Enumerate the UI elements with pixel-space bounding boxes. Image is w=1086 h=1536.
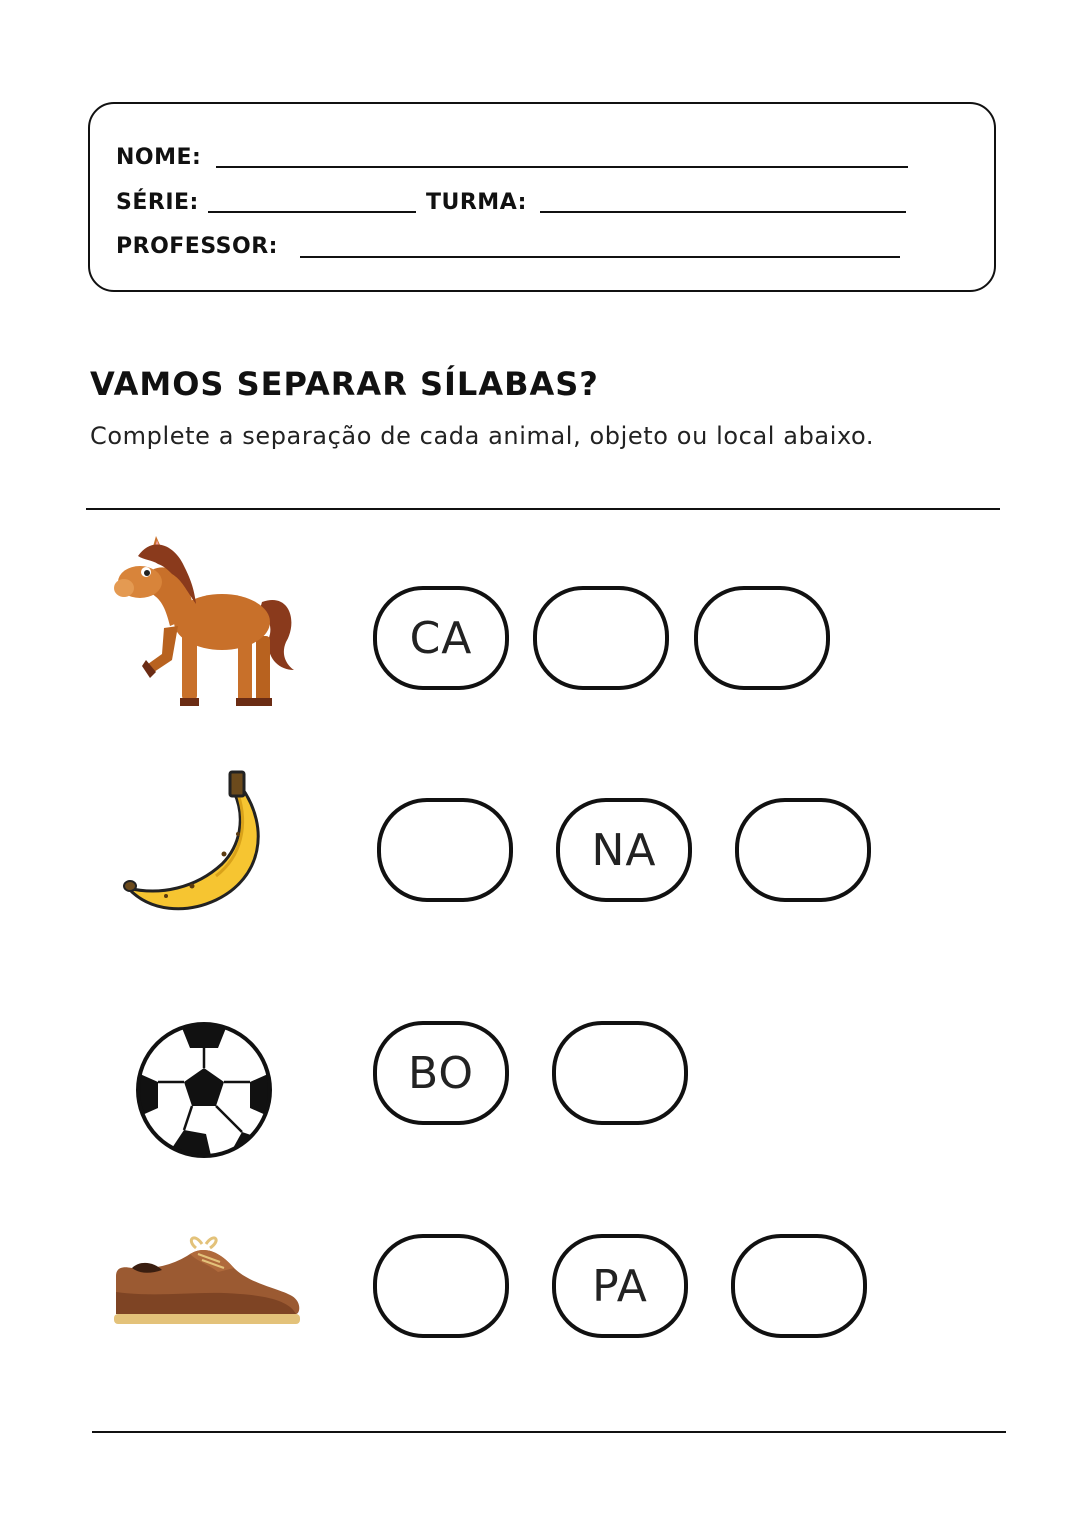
turma-label: TURMA:	[426, 190, 527, 215]
turma-field[interactable]	[540, 211, 906, 213]
syllable-box[interactable]: PA	[552, 1234, 688, 1338]
syllable-box[interactable]	[373, 1234, 509, 1338]
student-info-box	[88, 102, 996, 292]
syllable-box[interactable]	[377, 798, 513, 902]
banana-icon	[120, 768, 280, 918]
syllable-box[interactable]	[533, 586, 669, 690]
professor-field[interactable]	[300, 256, 900, 258]
nome-label: NOME:	[116, 145, 202, 170]
shoe-icon	[110, 1232, 304, 1332]
top-divider	[86, 508, 1000, 510]
syllable-box[interactable]	[731, 1234, 867, 1338]
syllable-box[interactable]: CA	[373, 586, 509, 690]
syllable-box[interactable]	[552, 1021, 688, 1125]
serie-label: SÉRIE:	[116, 190, 199, 215]
syllable-box[interactable]	[694, 586, 830, 690]
nome-field[interactable]	[216, 166, 908, 168]
syllable-box[interactable]	[735, 798, 871, 902]
page-title: VAMOS SEPARAR SÍLABAS?	[90, 365, 599, 403]
bottom-divider	[92, 1431, 1006, 1433]
syllable-box[interactable]: BO	[373, 1021, 509, 1125]
instructions-text: Complete a separação de cada animal, objeto ou local abaixo.	[90, 422, 875, 450]
soccer-ball-icon	[134, 1020, 274, 1160]
serie-field[interactable]	[208, 211, 416, 213]
syllable-box[interactable]: NA	[556, 798, 692, 902]
horse-icon	[112, 530, 302, 715]
professor-label: PROFESSOR:	[116, 234, 278, 259]
